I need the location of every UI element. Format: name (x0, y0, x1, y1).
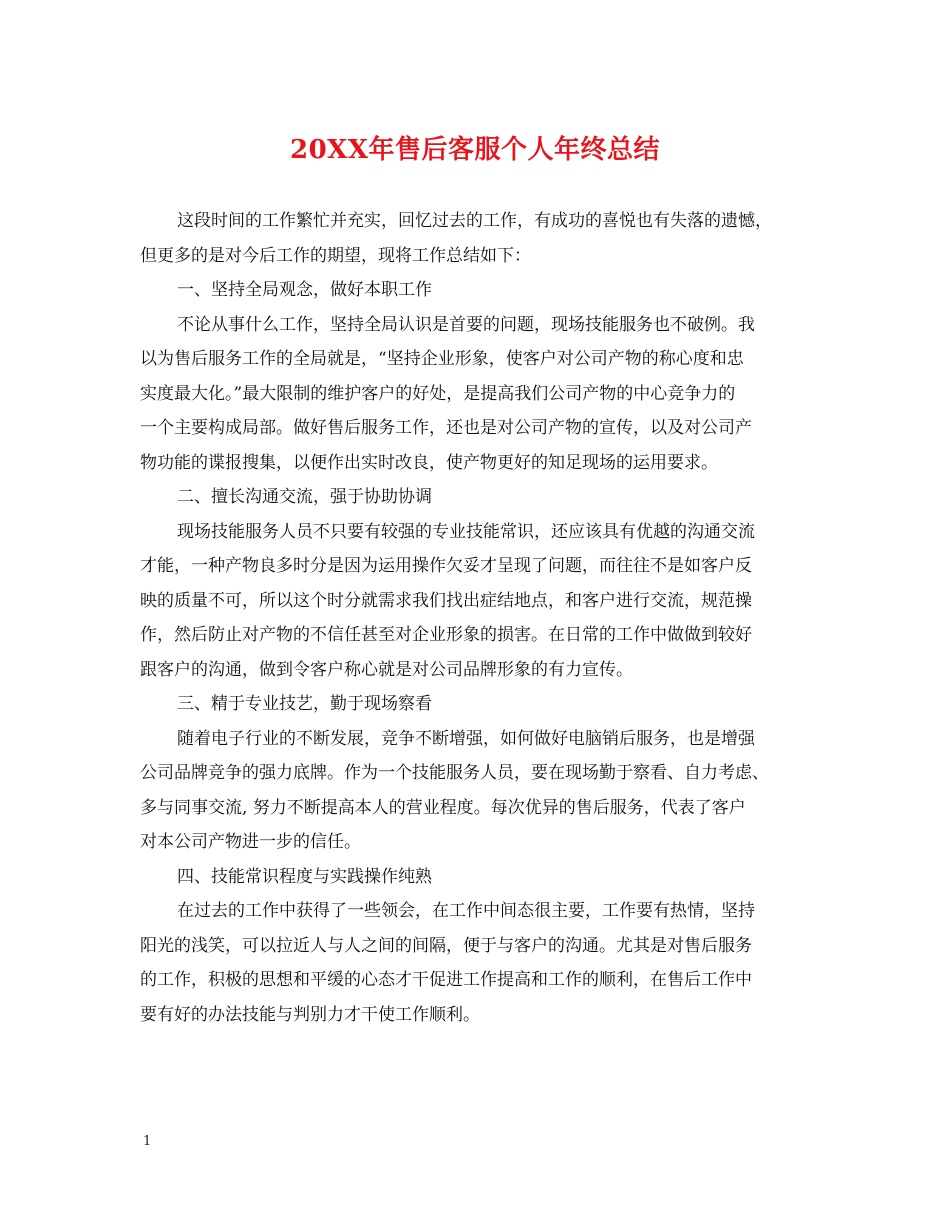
text-line: 一、坚持全局观念，做好本职工作 (177, 280, 432, 300)
text-line: 在过去的工作中获得了一些领会，在工作中间态很主要，工作要有热情，坚持 (177, 901, 755, 921)
text-line: 跟客户的沟通，做到令客户称心就是对公司品牌形象的有力宣传。 (140, 659, 633, 680)
text-line: 以为售后服务工作的全局就是，“坚持企业形象，使客户对公司产物的称心度和忠 (140, 349, 744, 369)
page-number: 1 (143, 1134, 152, 1149)
text-line: 随着电子行业的不断发展，竞争不断增强，如何做好电脑销后服务，也是增强 (177, 728, 755, 749)
text-line: 对本公司产物进一步的信任。 (140, 832, 361, 852)
text-line: 的工作，积极的思想和平缓的心态才干促进工作提高和工作的顺利，在售后工作中 (140, 970, 752, 990)
text-line: 多与同事交流, 努力不断提高本人的营业程度。每次优异的售后服务，代表了客户 (140, 797, 746, 818)
text-line: 三、精于专业技艺，勤于现场察看 (177, 694, 432, 714)
text-line: 二、擅长沟通交流，强于协助协调 (177, 487, 432, 507)
text-line: 四、技能常识程度与实践操作纯熟 (177, 866, 432, 887)
document-title: 20XX年售后客服个人年终总结 (289, 135, 661, 165)
text-line: 公司品牌竞争的强力底牌。作为一个技能服务人员，要在现场勤于察看、自力考虑、 (140, 763, 769, 783)
text-line: 这段时间的工作繁忙并充实，回忆过去的工作，有成功的喜悦也有失落的遗憾， (177, 211, 772, 231)
text-line: 但更多的是对今后工作的期望，现将工作总结如下： (140, 245, 531, 266)
text-line: 映的质量不可，所以这个时分就需求我们找出症结地点，和客户进行交流，规范操 (140, 590, 752, 611)
text-line: 物功能的谍报搜集，以便作出实时改良，使产物更好的知足现场的运用要求。 (140, 452, 718, 473)
text-line: 要有好的办法技能与判别力才干使工作顺利。 (140, 1004, 480, 1025)
text-line: 一个主要构成局部。做好售后服务工作，还也是对公司产物的宣传，以及对公司产 (140, 418, 752, 438)
text-line: 才能，一种产物良多时分是因为运用操作欠妥才呈现了问题，而往往不是如客户反 (140, 556, 752, 576)
text-line: 阳光的浅笑，可以拉近人与人之间的间隔，便于与客户的沟通。尤其是对售后服务 (140, 935, 752, 956)
text-line: 作，然后防止对产物的不信任甚至对企业形象的损害。在日常的工作中做做到较好 (140, 625, 752, 645)
text-line: 现场技能服务人员不只要有较强的专业技能常识，还应该具有优越的沟通交流 (177, 521, 755, 542)
document-body (140, 204, 820, 1032)
text-line: 不论从事什么工作，坚持全局认识是首要的问题，现场技能服务也不破例。我 (177, 314, 755, 335)
text-line: 实度最大化。”最大限制的维护客户的好处，是提高我们公司产物的中心竞争力的 (140, 383, 736, 404)
